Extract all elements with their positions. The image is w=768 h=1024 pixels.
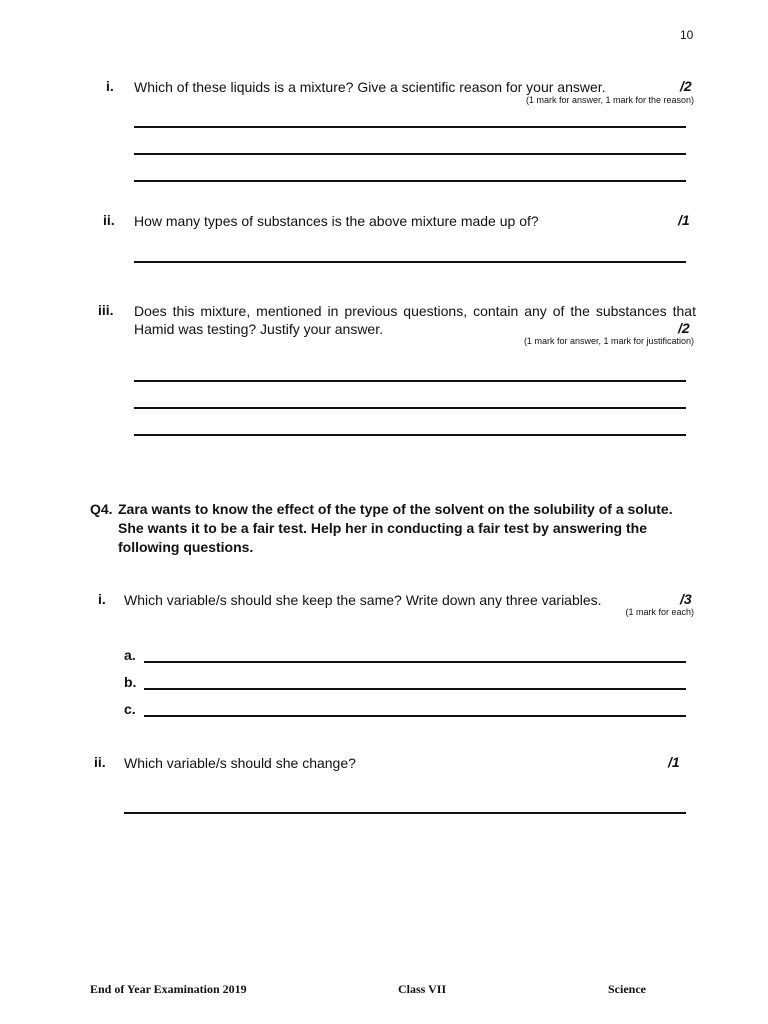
question-number: ii. [94, 754, 106, 770]
answer-line[interactable] [144, 715, 686, 717]
question-text: Does this mixture, mentioned in previous questions, contain any of the substances that Hamid was testing? Justify your answer. [134, 303, 696, 337]
marking-note: (1 mark for answer, 1 mark for justification) [523, 336, 694, 346]
answer-line[interactable] [134, 407, 686, 409]
marks-label: /3 [680, 591, 692, 607]
answer-line[interactable] [144, 688, 686, 690]
footer-exam: End of Year Examination 2019 [90, 982, 247, 996]
answer-line[interactable] [134, 261, 686, 263]
question-text: Which variable/s should she keep the same? Write down any three variables. [124, 592, 602, 608]
question-number: iii. [98, 302, 114, 318]
question-number: Q4. [90, 501, 113, 517]
page-number: 10 [680, 28, 694, 42]
answer-line[interactable] [134, 434, 686, 436]
answer-line[interactable] [134, 153, 686, 155]
marks-label: /2 [680, 78, 692, 94]
answer-line[interactable] [144, 661, 686, 663]
question-number: ii. [103, 212, 115, 228]
answer-line[interactable] [134, 126, 686, 128]
marking-note: (1 mark for each) [625, 607, 694, 617]
question-number: i. [106, 78, 114, 94]
question-number: i. [98, 591, 106, 607]
answer-line[interactable] [124, 812, 686, 814]
question-text: How many types of substances is the above mixture made up of? [134, 213, 539, 229]
answer-line[interactable] [134, 180, 686, 182]
option-label-a: a. [124, 647, 136, 663]
question-text: Zara wants to know the effect of the type of the solvent on the solubility of a solute. She wants it to be a fair test. Help her in conducting a fair test by answering the following questions. [118, 501, 673, 555]
option-label-c: c. [124, 701, 136, 717]
marks-label: /2 [678, 320, 690, 336]
answer-line[interactable] [134, 380, 686, 382]
question-4-heading [90, 500, 690, 557]
footer-class: Class VII [398, 982, 447, 996]
marks-label: /1 [668, 754, 680, 770]
question-text: Which variable/s should she change? [124, 755, 356, 771]
marks-label: /1 [678, 212, 690, 228]
option-label-b: b. [124, 674, 137, 690]
marking-note: (1 mark for answer, 1 mark for the reason) [525, 95, 694, 105]
question-text: Which of these liquids is a mixture? Give a scientific reason for your answer. [134, 79, 606, 95]
footer-subject: Science [608, 982, 646, 996]
